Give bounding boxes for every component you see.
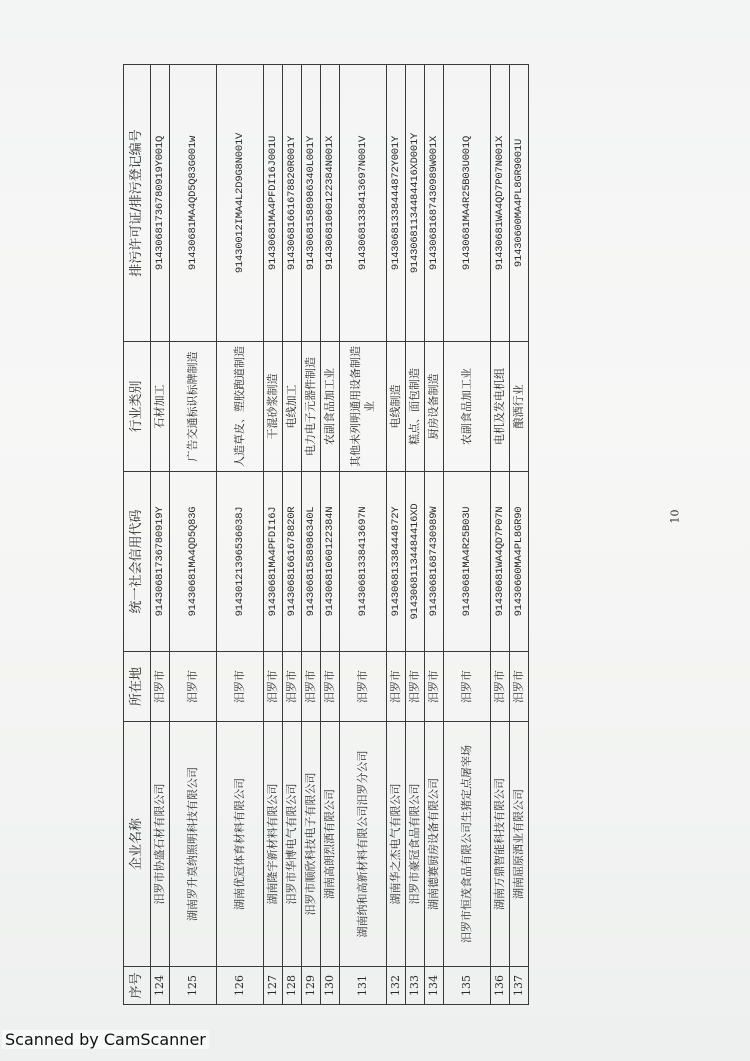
cell-credit-code: 91430681687430989W [425, 472, 444, 652]
cell-name: 湖南德赛厨房设备有限公司 [425, 722, 444, 967]
cell-no: 131 [340, 967, 387, 1005]
header-permit: 排污许可证/排污登记编号 [124, 65, 151, 342]
cell-location: 汨罗市 [321, 652, 340, 722]
cell-no: 133 [406, 967, 425, 1005]
cell-permit: 91430681338444872Y001Y [387, 65, 406, 342]
scanner-watermark: Scanned by CamScanner [2, 1030, 209, 1049]
cell-industry: 酿酒行业 [510, 342, 529, 472]
cell-permit: 91430681661678820R001Y [283, 65, 302, 342]
cell-no: 130 [321, 967, 340, 1005]
cell-permit: 91430681060122384N001X [321, 65, 340, 342]
cell-permit: 91430681WA4QD7P07N001X [491, 65, 510, 342]
cell-location: 汨罗市 [302, 652, 321, 722]
header-no: 序号 [124, 967, 151, 1005]
cell-industry: 人造草皮、塑胶跑道制造 [217, 342, 264, 472]
cell-name: 湖南罗升莫纳照明科技有限公司 [170, 722, 217, 967]
table-container [123, 65, 529, 1005]
cell-permit: 91430681134484416XD001Y [406, 65, 425, 342]
cell-location: 汨罗市 [340, 652, 387, 722]
cell-industry: 农副食品加工业 [321, 342, 340, 472]
header-industry: 行业类别 [124, 342, 151, 472]
table-row [283, 65, 302, 1005]
cell-no: 135 [444, 967, 491, 1005]
cell-industry: 其他未列明通用设备制造业 [340, 342, 387, 472]
page-number: 10 [668, 509, 682, 524]
cell-permit: 91430600MA4PL8GR9001U [510, 65, 529, 342]
cell-location: 汨罗市 [283, 652, 302, 722]
cell-industry: 干混砂浆制造 [264, 342, 283, 472]
table-row [510, 65, 529, 1005]
enterprise-table [123, 64, 529, 1005]
table-row [491, 65, 510, 1005]
cell-permit: 91430681MA4R25B03U001Q [444, 65, 491, 342]
header-location: 所在地 [124, 652, 151, 722]
cell-name: 汨罗市顺欣科技电子有限公司 [302, 722, 321, 967]
cell-name: 汨罗市恒茂食品有限公司生猪定点屠宰场 [444, 722, 491, 967]
cell-location: 汨罗市 [170, 652, 217, 722]
table-row [406, 65, 425, 1005]
cell-name: 汨罗市豪冠食品有限公司 [406, 722, 425, 967]
cell-credit-code: 91430600MA4PL8GR90 [510, 472, 529, 652]
cell-credit-code: 91430681060122384N [321, 472, 340, 652]
table-row [151, 65, 170, 1005]
cell-credit-code: 91430681661678820R [283, 472, 302, 652]
cell-no: 132 [387, 967, 406, 1005]
cell-permit: 91430681MA4QD5Q83G001w [170, 65, 217, 342]
cell-permit: 91430681736780919Y001Q [151, 65, 170, 342]
cell-no: 136 [491, 967, 510, 1005]
table-row [425, 65, 444, 1005]
cell-credit-code: 91430681MA4QD5Q83G [170, 472, 217, 652]
cell-no: 134 [425, 967, 444, 1005]
cell-permit: 91430681687430989W001X [425, 65, 444, 342]
table-row [302, 65, 321, 1005]
cell-no: 137 [510, 967, 529, 1005]
header-name: 企业名称 [124, 722, 151, 967]
cell-industry: 厨房设备制造 [425, 342, 444, 472]
cell-name: 湖南隆宇新材料有限公司 [264, 722, 283, 967]
cell-permit: 91430681338413697N001V [340, 65, 387, 342]
cell-location: 汨罗市 [151, 652, 170, 722]
cell-location: 汨罗市 [425, 652, 444, 722]
table-row [264, 65, 283, 1005]
cell-name: 湖南屈原酒业有限公司 [510, 722, 529, 967]
table-row [387, 65, 406, 1005]
cell-name: 湖南万鼎智能科技有限公司 [491, 722, 510, 967]
cell-no: 124 [151, 967, 170, 1005]
cell-name: 湖南纳和高新材料有限公司汨罗分公司 [340, 722, 387, 967]
cell-credit-code: 91430681338413697N [340, 472, 387, 652]
cell-industry: 石材加工 [151, 342, 170, 472]
cell-permit: 91430681MA4PFDI16J001U [264, 65, 283, 342]
cell-industry: 农副食品加工业 [444, 342, 491, 472]
cell-location: 汨罗市 [510, 652, 529, 722]
cell-location: 汨罗市 [264, 652, 283, 722]
cell-industry: 糕点、面包制造 [406, 342, 425, 472]
cell-location: 汨罗市 [444, 652, 491, 722]
cell-name: 汨罗市华博电气有限公司 [283, 722, 302, 967]
cell-name: 湖南优冠体育材料有限公司 [217, 722, 264, 967]
table-row [217, 65, 264, 1005]
cell-permit: 91430012IMA4L2D9G8N001V [217, 65, 264, 342]
cell-credit-code: 91430121396536038J [217, 472, 264, 652]
cell-credit-code: 91430681736780919Y [151, 472, 170, 652]
cell-industry: 电机及发电机组 [491, 342, 510, 472]
table-row [340, 65, 387, 1005]
cell-industry: 电线加工 [283, 342, 302, 472]
header-credit-code: 统一社会信用代码 [124, 472, 151, 652]
cell-no: 129 [302, 967, 321, 1005]
table-header-row [124, 65, 151, 1005]
cell-location: 汨罗市 [406, 652, 425, 722]
cell-credit-code: 914306813384448​72Y [387, 472, 406, 652]
cell-name: 湖南高朗烈酒有限公司 [321, 722, 340, 967]
table-row [444, 65, 491, 1005]
cell-credit-code: 91430681MA4PFDI16J [264, 472, 283, 652]
cell-credit-code: 91430681588986340L [302, 472, 321, 652]
cell-industry: 电线制造 [387, 342, 406, 472]
cell-credit-code: 91430681WA4QD7P07N [491, 472, 510, 652]
cell-no: 126 [217, 967, 264, 1005]
cell-location: 汨罗市 [217, 652, 264, 722]
cell-credit-code: 91430681MA4R25B03U [444, 472, 491, 652]
cell-no: 127 [264, 967, 283, 1005]
cell-no: 125 [170, 967, 217, 1005]
table-row [321, 65, 340, 1005]
cell-industry: 广告交通标识标牌制造 [170, 342, 217, 472]
cell-name: 汨罗市协盛石材有限公司 [151, 722, 170, 967]
cell-name: 湖南华之杰电气有限公司 [387, 722, 406, 967]
table-row [170, 65, 217, 1005]
cell-no: 128 [283, 967, 302, 1005]
cell-credit-code: 91430681134484416XD [406, 472, 425, 652]
cell-location: 汨罗市 [491, 652, 510, 722]
cell-location: 汨罗市 [387, 652, 406, 722]
cell-permit: 91430681588986340L001Y [302, 65, 321, 342]
cell-industry: 电力电子元器件制造 [302, 342, 321, 472]
